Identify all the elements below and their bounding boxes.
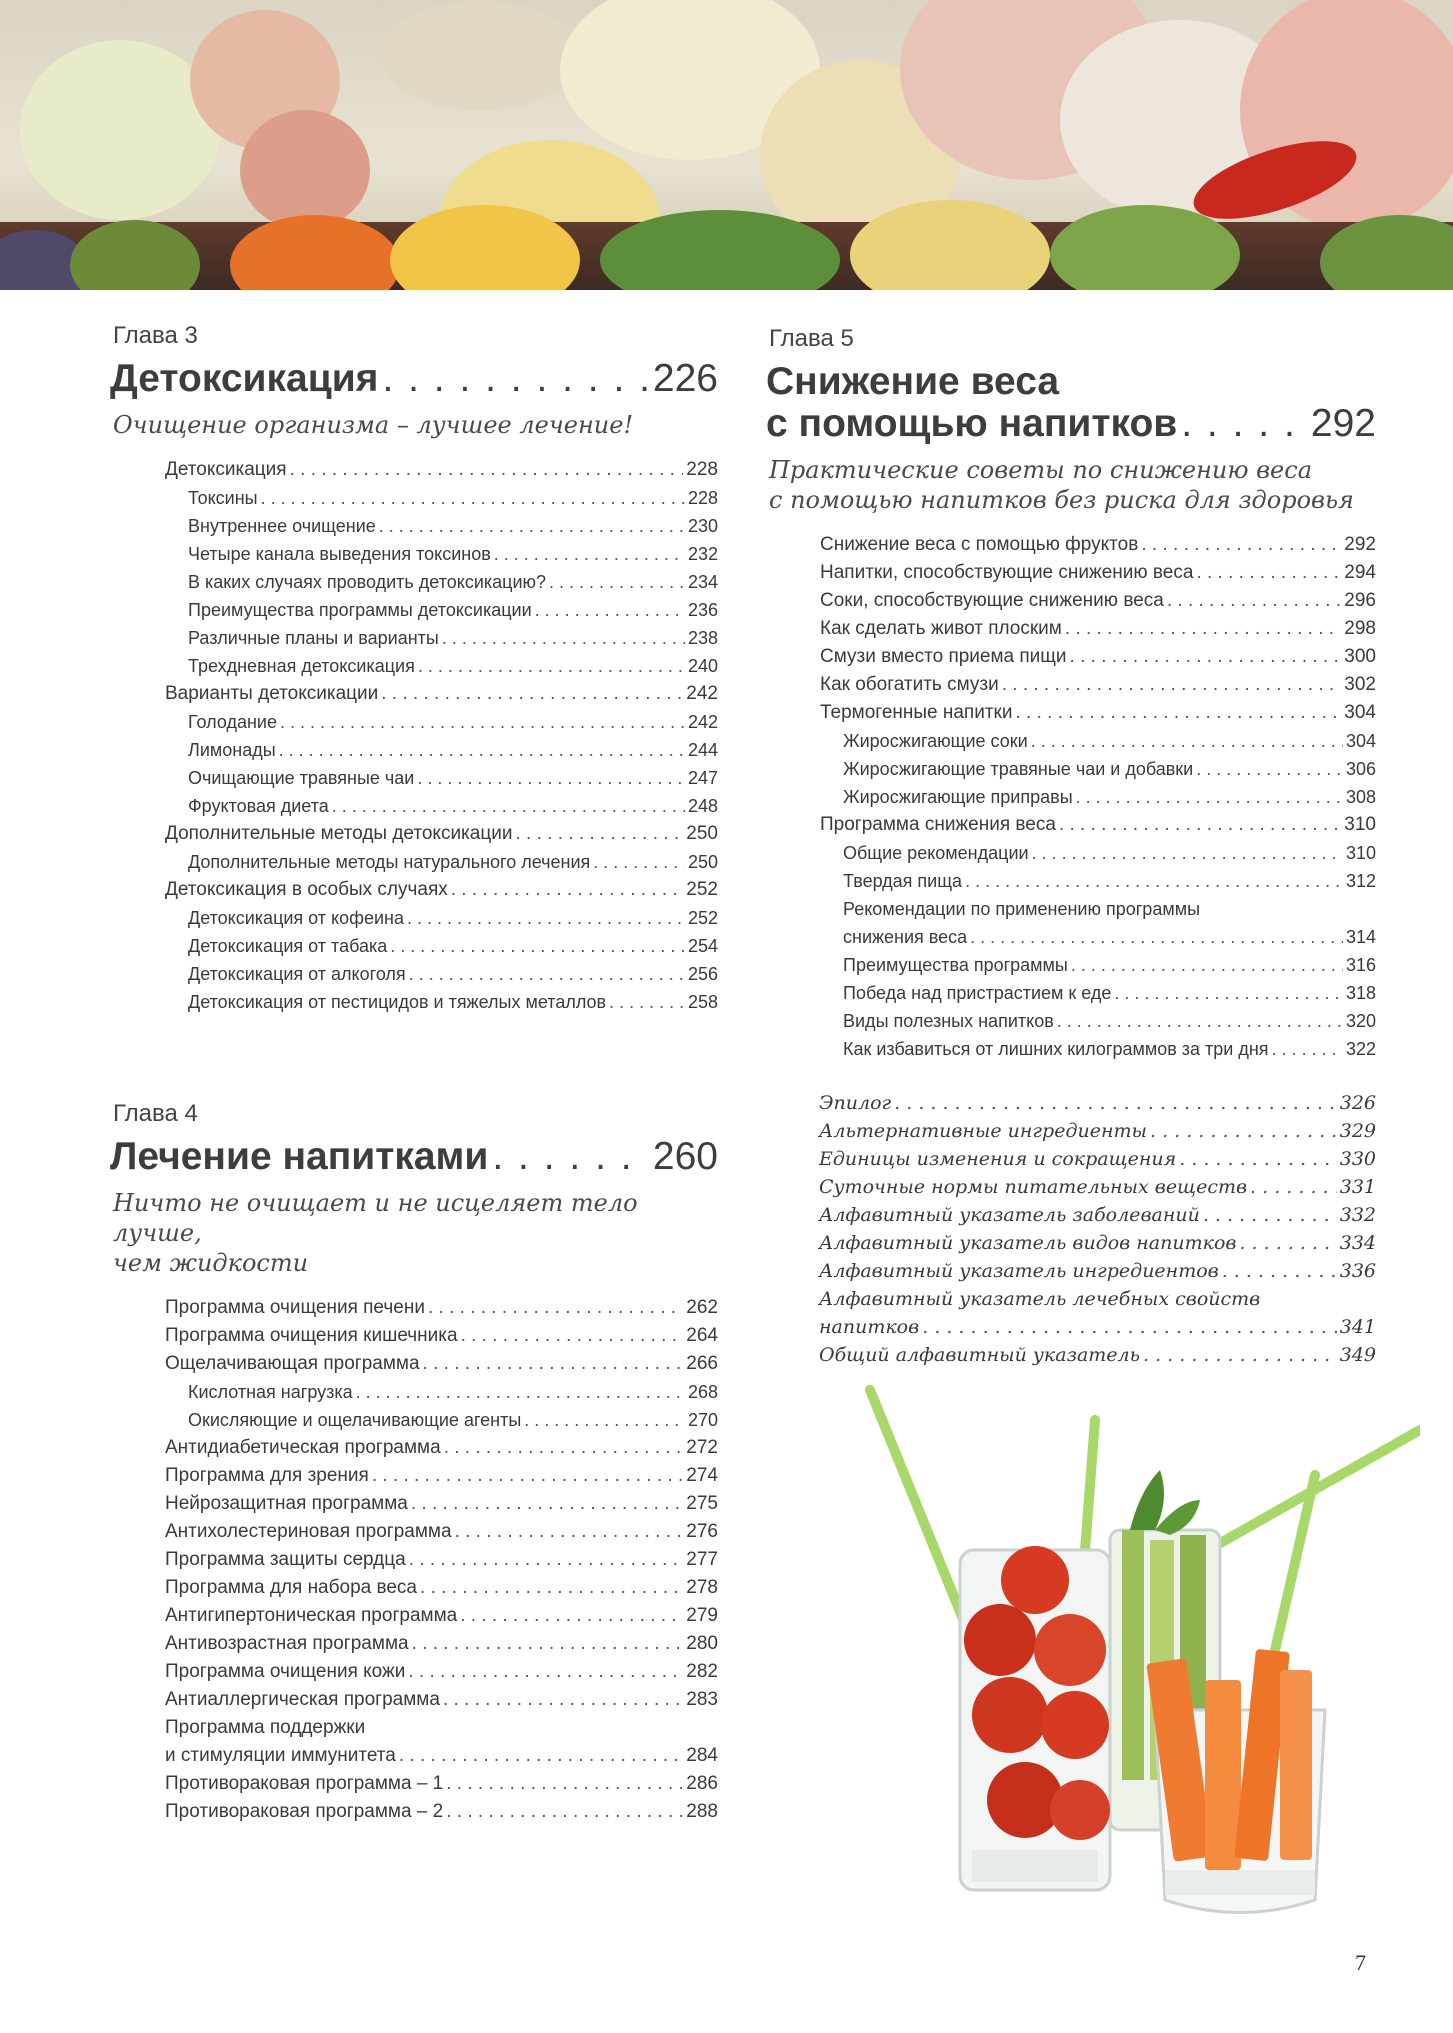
toc-entry-page: 310	[1345, 843, 1376, 863]
toc-entry[interactable]	[110, 1742, 718, 1770]
toc-entry[interactable]	[110, 624, 718, 652]
toc-entry-page: 242	[686, 683, 718, 704]
chapter-5-section	[766, 325, 1376, 1369]
toc-entry[interactable]	[110, 932, 718, 960]
toc-entry[interactable]	[820, 923, 1376, 951]
toc-entry-page: 238	[687, 628, 718, 648]
toc-entry-title: Антивозрастная программа	[165, 1633, 409, 1654]
toc-entry-page: 258	[687, 992, 718, 1012]
toc-entry-title: Жиросжигающие травяные чаи и добавки	[843, 759, 1194, 779]
chapter-5-label: Глава 5	[769, 325, 854, 352]
toc-entry-title: Жиросжигающие соки	[843, 731, 1028, 751]
toc-entry-page: 272	[686, 1437, 718, 1458]
chapter-5-title-line-1: Снижение веса	[766, 360, 1060, 403]
toc-entry[interactable]	[820, 615, 1376, 643]
chapter-4-subtitle	[113, 1188, 718, 1278]
toc-entry-page: 279	[686, 1605, 718, 1626]
toc-entry-title: и стимуляции иммунитета	[165, 1745, 396, 1766]
toc-entry[interactable]	[766, 1089, 1376, 1117]
chapter-4-subtitle-line-2: чем жидкости	[113, 1249, 309, 1277]
toc-entry-page: 304	[1345, 731, 1376, 751]
toc-entry-page: 308	[1345, 787, 1376, 807]
toc-entry[interactable]	[110, 1630, 718, 1658]
toc-entry[interactable]	[820, 1035, 1376, 1063]
toc-entry-title: Алфавитный указатель лечебных свойств	[819, 1288, 1261, 1310]
toc-entry-page: 250	[686, 823, 718, 844]
toc-entry[interactable]	[820, 895, 1376, 923]
chapter-3-section	[110, 322, 718, 1016]
chapter-5-subtitle-line-2: с помощью напитков без риска для здоровья	[769, 486, 1354, 514]
toc-entry[interactable]	[110, 792, 718, 820]
toc-entry-page: 264	[686, 1325, 718, 1346]
chapter-3-toc	[110, 456, 718, 1016]
toc-entry[interactable]	[766, 1201, 1376, 1229]
toc-entry-page: 234	[687, 572, 718, 592]
toc-entry[interactable]	[820, 867, 1376, 895]
toc-entry[interactable]	[766, 1285, 1376, 1313]
toc-entry[interactable]	[110, 596, 718, 624]
toc-entry-page: 331	[1339, 1176, 1376, 1198]
toc-entry-page: 252	[687, 908, 718, 928]
toc-entry-title: Антихолестериновая программа	[165, 1521, 452, 1542]
toc-entry-page: 277	[686, 1549, 718, 1570]
toc-entry[interactable]	[110, 764, 718, 792]
toc-entry-page: 302	[1344, 674, 1376, 695]
chapter-5-page: 292	[1310, 402, 1376, 445]
toc-entry-title: Жиросжигающие приправы	[843, 787, 1073, 807]
toc-entry-page: 250	[687, 852, 718, 872]
toc-entry-page: 304	[1344, 702, 1376, 723]
toc-entry[interactable]	[110, 680, 718, 708]
chapter-5-title-line-2: с помощью напитков	[766, 402, 1178, 445]
chapter-4-page: 260	[652, 1135, 718, 1178]
toc-entry-title: Ощелачивающая программа	[165, 1353, 420, 1374]
toc-entry-title: Детоксикация от табака	[188, 936, 388, 956]
toc-entry-title: Кислотная нагрузка	[188, 1382, 353, 1402]
chapter-5-toc	[820, 531, 1376, 1063]
toc-entry-title: Программа снижения веса	[820, 814, 1056, 835]
toc-entry-title: Программа защиты сердца	[165, 1549, 406, 1570]
toc-entry[interactable]	[820, 783, 1376, 811]
toc-entry-page: 274	[686, 1465, 718, 1486]
toc-entry-title: Как обогатить смузи	[820, 674, 999, 695]
toc-entry[interactable]	[110, 1714, 718, 1742]
toc-entry-title: Снижение веса с помощью фруктов	[820, 534, 1139, 555]
toc-entry-title: Противораковая программа – 2	[165, 1801, 444, 1822]
toc-entry[interactable]	[110, 1490, 718, 1518]
toc-entry-page: 228	[687, 488, 718, 508]
toc-entry-page: 256	[687, 964, 718, 984]
toc-entry-title: Голодание	[188, 712, 277, 732]
toc-entry-page: 349	[1339, 1344, 1376, 1366]
toc-entry[interactable]	[110, 540, 718, 568]
toc-entry-title: Рекомендации по применению программы	[843, 899, 1201, 919]
toc-entry-title: Термогенные напитки	[820, 702, 1013, 723]
toc-entry[interactable]	[820, 811, 1376, 839]
toc-entry[interactable]	[110, 1406, 718, 1434]
toc-entry[interactable]	[820, 671, 1376, 699]
toc-entry-title: Дополнительные методы натурального лечения	[188, 852, 591, 872]
toc-entry-page: 278	[686, 1577, 718, 1598]
toc-entry-title: Смузи вместо приема пищи	[820, 646, 1067, 667]
toc-entry-title: Детоксикация от кофеина	[188, 908, 404, 928]
toc-entry-page: 280	[686, 1633, 718, 1654]
vegetables-banner-image	[0, 0, 1453, 290]
page-number: 7	[1355, 1950, 1366, 1975]
toc-entry-title: Различные планы и варианты	[188, 628, 439, 648]
toc-entry-page: 240	[687, 656, 718, 676]
toc-entry[interactable]	[110, 1294, 718, 1322]
toc-entry[interactable]	[110, 736, 718, 764]
toc-entry-title: снижения веса	[843, 927, 968, 947]
toc-entry-title: Варианты детоксикации	[165, 683, 379, 704]
toc-entry[interactable]	[110, 1350, 718, 1378]
toc-entry-title: напитков	[819, 1316, 920, 1338]
toc-entry-title: Общий алфавитный указатель	[819, 1344, 1140, 1366]
toc-entry-page: 266	[686, 1353, 718, 1374]
toc-entry-title: Программа очищения печени	[165, 1297, 425, 1318]
chapter-4-subtitle-line-1: Ничто не очищает и не исцеляет тело лучше,	[113, 1189, 638, 1247]
toc-entry[interactable]	[766, 1313, 1376, 1341]
toc-entry-title: Антидиабетическая программа	[165, 1437, 441, 1458]
toc-entry[interactable]	[766, 1173, 1376, 1201]
toc-entry[interactable]	[110, 1462, 718, 1490]
toc-entry[interactable]	[110, 1658, 718, 1686]
toc-entry[interactable]	[820, 643, 1376, 671]
toc-entry-title: Напитки, способствующие снижению веса	[820, 562, 1194, 583]
toc-entry[interactable]	[820, 587, 1376, 615]
toc-entry-title: Дополнительные методы детоксикации	[165, 823, 513, 844]
toc-entry[interactable]	[820, 839, 1376, 867]
toc-entry-title: Программа для зрения	[165, 1465, 369, 1486]
toc-entry[interactable]	[110, 1322, 718, 1350]
appendix-toc	[766, 1089, 1376, 1369]
toc-entry[interactable]	[820, 979, 1376, 1007]
toc-entry[interactable]	[110, 1434, 718, 1462]
toc-entry[interactable]	[766, 1117, 1376, 1145]
toc-entry[interactable]	[110, 484, 718, 512]
toc-entry-title: Соки, способствующие снижению веса	[820, 590, 1164, 611]
toc-entry[interactable]	[820, 531, 1376, 559]
toc-entry[interactable]	[110, 708, 718, 736]
toc-entry-title: Программа для набора веса	[165, 1577, 418, 1598]
toc-entry-page: 254	[687, 936, 718, 956]
chapter-3-title: Детоксикация	[110, 357, 379, 400]
chapter-3-label: Глава 3	[113, 322, 198, 349]
vegetable-drinks-illustration	[860, 1380, 1420, 1920]
chapter-3-subtitle: Очищение организма – лучшее лечение!	[113, 411, 634, 439]
toc-entry-page: 270	[687, 1410, 718, 1430]
toc-entry-title: Победа над пристрастием к еде	[843, 983, 1112, 1003]
toc-entry-page: 294	[1344, 562, 1376, 583]
toc-entry[interactable]	[110, 1602, 718, 1630]
toc-entry-title: Антигипертоническая программа	[165, 1605, 458, 1626]
toc-entry-title: Преимущества программы	[843, 955, 1068, 975]
toc-entry-page: 242	[687, 712, 718, 732]
toc-entry-page: 341	[1339, 1316, 1376, 1338]
toc-entry-page: 244	[687, 740, 718, 760]
toc-entry-title: Программа поддержки	[165, 1717, 366, 1738]
toc-entry-title: Нейрозащитная программа	[165, 1493, 408, 1514]
toc-entry-page: 329	[1339, 1120, 1376, 1142]
toc-entry-title: Детоксикация от пестицидов и тяжелых металлов	[188, 992, 607, 1012]
toc-entry[interactable]	[820, 727, 1376, 755]
toc-entry-title: Альтернативные ингредиенты	[819, 1120, 1147, 1142]
toc-entry-title: Единицы изменения и сокращения	[819, 1148, 1177, 1170]
toc-entry[interactable]	[110, 848, 718, 876]
toc-entry-title: Твердая пища	[843, 871, 963, 891]
toc-entry-title: Алфавитный указатель видов напитков	[819, 1232, 1237, 1254]
toc-entry-page: 275	[686, 1493, 718, 1514]
toc-entry-title: В каких случаях проводить детоксикацию?	[188, 572, 547, 592]
toc-entry[interactable]	[110, 1798, 718, 1826]
toc-entry-title: Лимонады	[188, 740, 276, 760]
toc-entry-page: 310	[1344, 814, 1376, 835]
toc-entry[interactable]	[820, 951, 1376, 979]
toc-entry[interactable]	[110, 568, 718, 596]
toc-entry-page: 228	[686, 459, 718, 480]
toc-entry-page: 334	[1339, 1232, 1376, 1254]
toc-entry[interactable]	[110, 988, 718, 1016]
toc-entry-title: Программа очищения кожи	[165, 1661, 406, 1682]
toc-entry-page: 314	[1345, 927, 1376, 947]
toc-entry[interactable]	[110, 820, 718, 848]
toc-entry-page: 300	[1344, 646, 1376, 667]
toc-entry[interactable]	[766, 1341, 1376, 1369]
toc-entry-page: 326	[1339, 1092, 1376, 1114]
toc-entry-title: Трехдневная детоксикация	[188, 656, 415, 676]
toc-entry-page: 312	[1345, 871, 1376, 891]
toc-entry-title: Детоксикация от алкоголя	[188, 964, 406, 984]
toc-entry-page: 276	[686, 1521, 718, 1542]
toc-entry-page: 336	[1339, 1260, 1376, 1282]
toc-entry-title: Детоксикация	[165, 459, 287, 480]
toc-entry[interactable]	[110, 960, 718, 988]
toc-entry-page: 282	[686, 1661, 718, 1682]
toc-entry[interactable]	[766, 1229, 1376, 1257]
toc-entry[interactable]	[766, 1257, 1376, 1285]
toc-entry-page: 252	[686, 879, 718, 900]
chapter-3-page: 226	[652, 357, 718, 400]
toc-entry-title: Алфавитный указатель заболеваний	[819, 1204, 1200, 1226]
toc-entry-page: 332	[1339, 1204, 1376, 1226]
toc-entry[interactable]	[110, 652, 718, 680]
toc-entry-page: 316	[1345, 955, 1376, 975]
toc-entry-page: 284	[686, 1745, 718, 1766]
chapter-4-title-row[interactable]	[110, 1136, 718, 1178]
toc-entry[interactable]	[820, 755, 1376, 783]
toc-entry-page: 330	[1339, 1148, 1376, 1170]
toc-entry-page: 247	[687, 768, 718, 788]
toc-entry-page: 322	[1345, 1039, 1376, 1059]
toc-entry[interactable]	[110, 1546, 718, 1574]
celery-leaves	[1130, 1470, 1164, 1530]
toc-entry-page: 296	[1344, 590, 1376, 611]
toc-entry-page: 318	[1345, 983, 1376, 1003]
toc-entry[interactable]	[110, 904, 718, 932]
toc-entry-page: 230	[687, 516, 718, 536]
tomato	[1001, 1546, 1069, 1614]
toc-entry[interactable]	[110, 512, 718, 540]
toc-entry-title: Эпилог	[819, 1092, 892, 1114]
toc-entry-title: Виды полезных напитков	[843, 1011, 1054, 1031]
toc-entry-title: Окисляющие и ощелачивающие агенты	[188, 1410, 522, 1430]
toc-entry-title: Как избавиться от лишних килограммов за три дня	[843, 1039, 1269, 1059]
toc-entry-page: 262	[686, 1297, 718, 1318]
toc-entry-title: Антиаллергическая программа	[165, 1689, 440, 1710]
toc-entry-page: 283	[686, 1689, 718, 1710]
toc-entry-title: Внутреннее очищение	[188, 516, 376, 536]
chapter-5-title-row[interactable]	[766, 403, 1376, 445]
chapter-5-subtitle-line-1: Практические советы по снижению веса	[769, 456, 1313, 484]
chapter-4-title: Лечение напитками	[110, 1135, 489, 1178]
toc-entry[interactable]	[110, 456, 718, 484]
toc-entry[interactable]	[766, 1145, 1376, 1173]
toc-entry[interactable]	[110, 876, 718, 904]
toc-entry-page: 232	[687, 544, 718, 564]
toc-entry-page: 248	[687, 796, 718, 816]
toc-entry[interactable]	[110, 1770, 718, 1798]
chapter-4-label: Глава 4	[113, 1100, 198, 1127]
toc-entry-title: Алфавитный указатель ингредиентов	[819, 1260, 1219, 1282]
toc-entry-title: Четыре канала выведения токсинов	[188, 544, 491, 564]
toc-entry-title: Детоксикация в особых случаях	[165, 879, 448, 900]
toc-entry-page: 236	[687, 600, 718, 620]
toc-entry-title: Фруктовая диета	[188, 796, 329, 816]
toc-entry-title: Противораковая программа – 1	[165, 1773, 444, 1794]
toc-entry-title: Очищающие травяные чаи	[188, 768, 415, 788]
toc-entry-page: 298	[1344, 618, 1376, 639]
chapter-3-title-row[interactable]	[110, 358, 718, 400]
toc-entry-page: 286	[686, 1773, 718, 1794]
toc-entry-page: 268	[687, 1382, 718, 1402]
toc-entry-title: Суточные нормы питательных веществ	[819, 1176, 1248, 1198]
toc-entry[interactable]	[110, 1378, 718, 1406]
toc-entry-title: Как сделать живот плоским	[820, 618, 1062, 639]
toc-entry-page: 292	[1344, 534, 1376, 555]
toc-entry-title: Программа очищения кишечника	[165, 1325, 458, 1346]
toc-entry[interactable]	[820, 559, 1376, 587]
toc-entry-page: 306	[1345, 759, 1376, 779]
toc-entry-title: Общие рекомендации	[843, 843, 1029, 863]
chapter-5-subtitle	[769, 455, 1376, 515]
toc-entry[interactable]	[820, 699, 1376, 727]
toc-entry[interactable]	[110, 1518, 718, 1546]
chapter-4-section	[110, 1100, 718, 1826]
toc-entry[interactable]	[820, 1007, 1376, 1035]
toc-entry-title: Преимущества программы детоксикации	[188, 600, 532, 620]
toc-entry-title: Токсины	[188, 488, 258, 508]
toc-entry-page: 320	[1345, 1011, 1376, 1031]
toc-entry[interactable]	[110, 1686, 718, 1714]
celery-stalk	[1122, 1530, 1144, 1780]
chapter-4-toc	[110, 1294, 718, 1826]
toc-entry-page: 288	[686, 1801, 718, 1822]
toc-entry[interactable]	[110, 1574, 718, 1602]
